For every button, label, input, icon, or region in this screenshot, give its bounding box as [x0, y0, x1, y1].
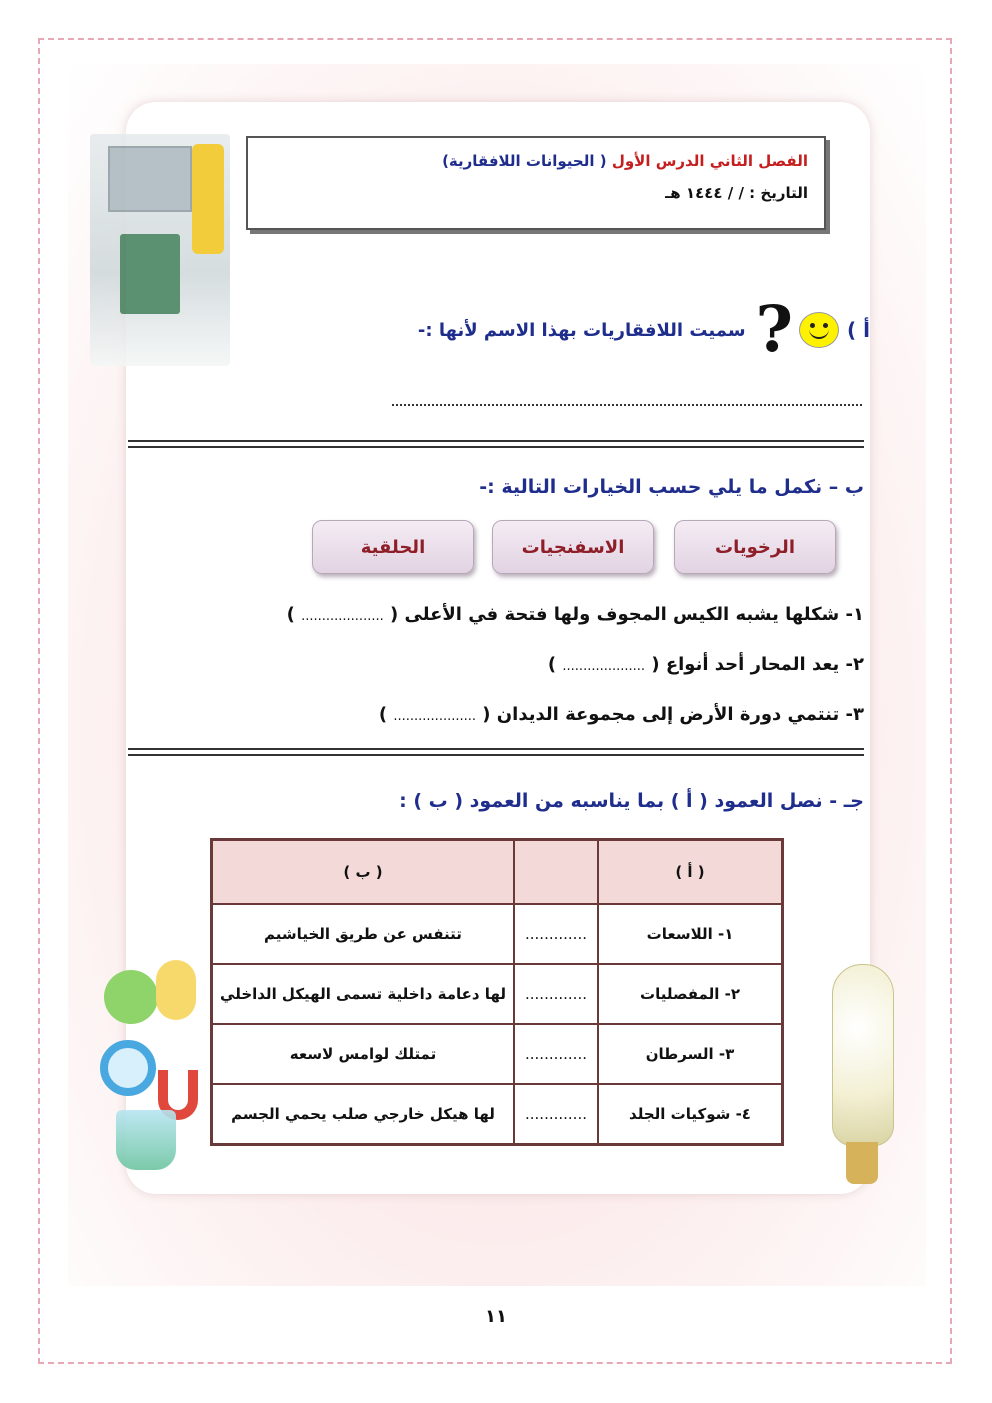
table-row: ٢- المفصليات ............. لها دعامة داخلية تسمى الهيكل الداخلي: [212, 964, 783, 1024]
divider: [128, 748, 864, 756]
fill-item-1: ١- شكلها يشبه الكيس المجوف ولها فتحة في الأعلى ( .................... ): [286, 604, 864, 625]
table-row: ١- اللاسعات ............. تتنفس عن طريق الخياشيم: [212, 904, 783, 964]
lesson-header: [246, 136, 826, 230]
answer-blank[interactable]: .............: [514, 904, 598, 964]
question-a-text: سميت اللافقاريات بهذا الاسم لأنها :-: [417, 319, 746, 341]
lesson-title: الفصل الثاني الدرس الأول ( الحيوانات اللافقارية): [442, 152, 808, 170]
table-row: ٤- شوكيات الجلد ............. لها هيكل خارجي صلب يحمي الجسم: [212, 1084, 783, 1145]
question-mark-icon: ?: [755, 292, 794, 367]
blank[interactable]: ....................: [301, 609, 384, 624]
multimeter-icon: [192, 144, 224, 254]
blank[interactable]: ....................: [562, 659, 646, 674]
smiley-icon: [799, 312, 839, 348]
blank[interactable]: ....................: [393, 709, 477, 724]
question-c-heading: جـ - نصل العمود ( أ ) بما يناسبه من العمود ( ب ) :: [399, 790, 864, 812]
oscilloscope-icon: [108, 146, 192, 212]
small-bulb-icon: [156, 960, 196, 1020]
table-header-row: [212, 840, 783, 905]
question-a-label: أ ): [847, 318, 870, 342]
answer-blank[interactable]: .............: [514, 964, 598, 1024]
divider: [128, 440, 864, 448]
answer-blank[interactable]: .............: [514, 1024, 598, 1084]
answer-blank[interactable]: .............: [514, 1084, 598, 1145]
option-mollusks[interactable]: الرخويات: [674, 520, 836, 574]
fill-item-3: ٣- تنتمي دورة الأرض إلى مجموعة الديدان ( .................... ): [378, 704, 864, 725]
column-mid-header: [514, 840, 598, 905]
option-annelids[interactable]: الحلقية: [312, 520, 474, 574]
column-b-header: ( ب ): [212, 840, 515, 905]
atom-icon: [104, 970, 158, 1024]
flask-icon: [116, 1110, 176, 1170]
question-b-heading: ب – نكمل ما يلي حسب الخيارات التالية :-: [479, 476, 864, 498]
matching-table: [210, 838, 784, 1146]
page-number: ١١: [485, 1306, 507, 1327]
science-clipart: [96, 960, 206, 1180]
circuit-board-icon: [120, 234, 180, 314]
light-bulb-icon: [832, 964, 892, 1224]
date-line: التاريخ : / / ١٤٤٤ هـ: [665, 184, 808, 202]
magnifier-icon: [100, 1040, 156, 1096]
question-a: [417, 292, 870, 367]
column-a-header: ( أ ): [598, 840, 783, 905]
electronics-lab-image: [90, 134, 230, 366]
option-sponges[interactable]: الاسفنجيات: [492, 520, 654, 574]
fill-item-2: ٢- يعد المحار أحد أنواع ( .................... ): [547, 654, 864, 675]
answer-line[interactable]: [392, 404, 862, 406]
table-row: ٣- السرطان ............. تمتلك لوامس لاسعه: [212, 1024, 783, 1084]
